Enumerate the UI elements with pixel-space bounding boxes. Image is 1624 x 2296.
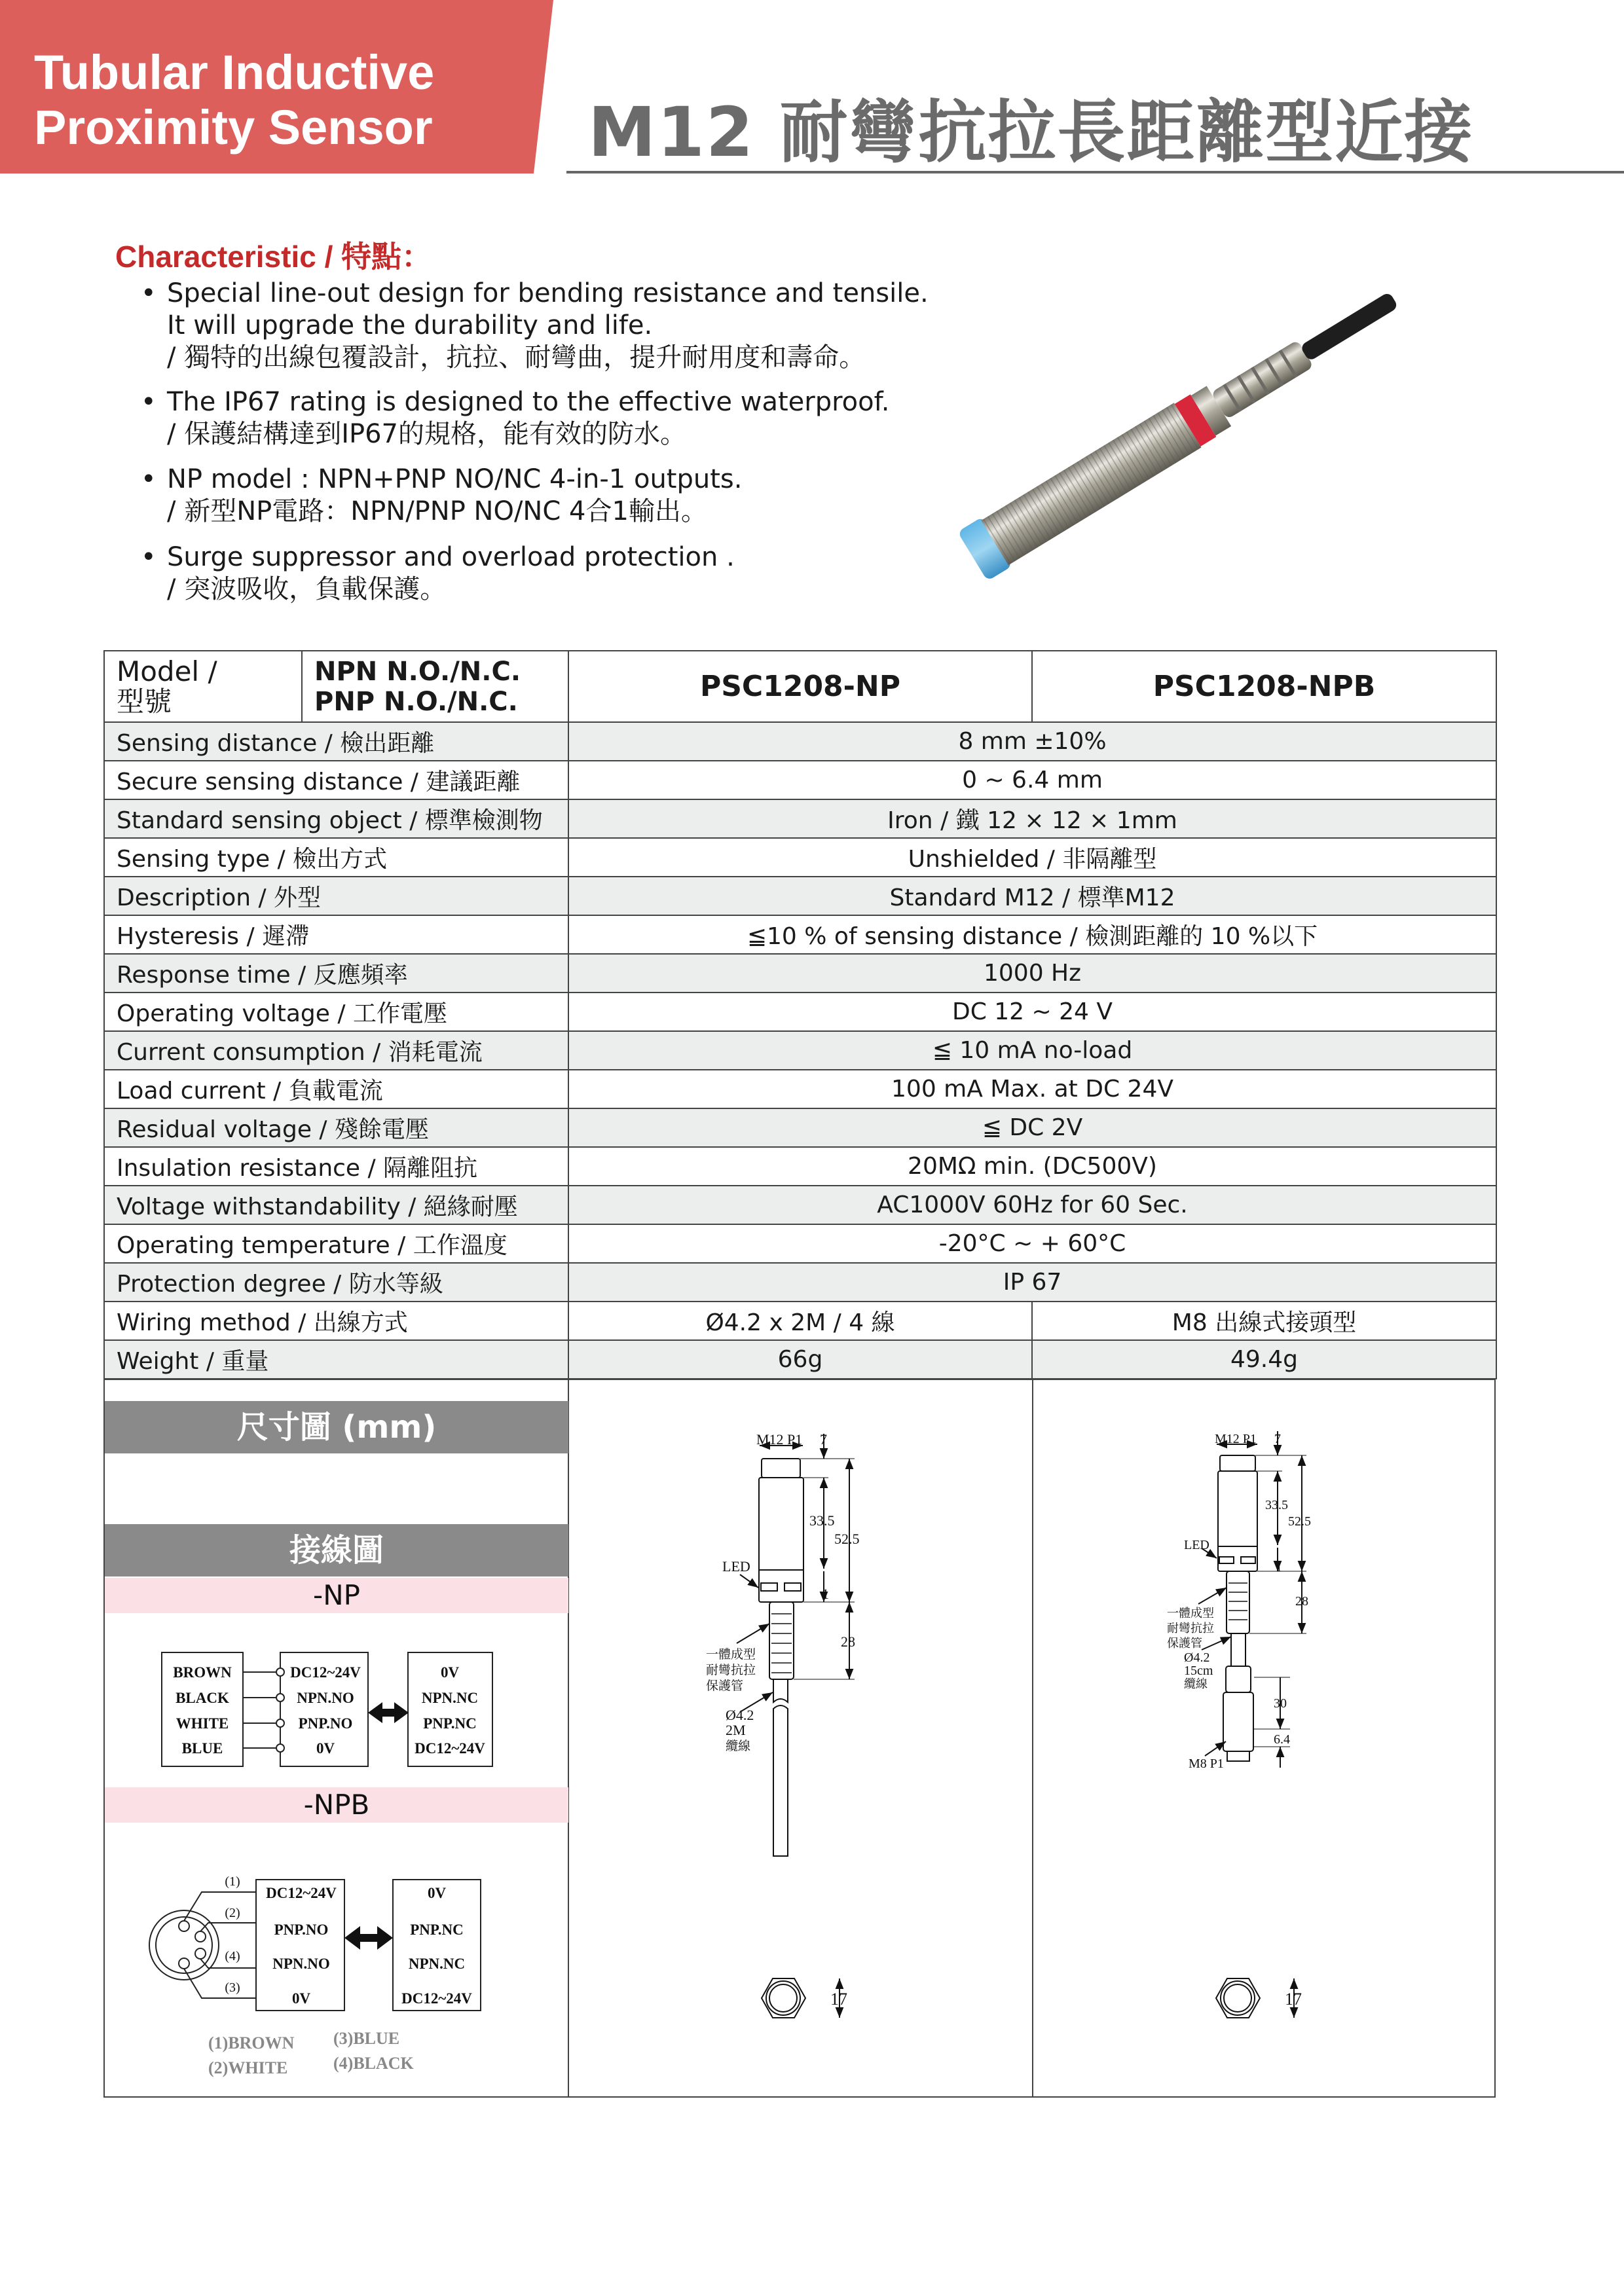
spec-label: Operating voltage / 工作電壓 (104, 993, 568, 1031)
pin-label: (2) (225, 1906, 240, 1920)
spec-label: Insulation resistance / 隔離阻抗 (104, 1147, 568, 1186)
npb-sleeve-label: 一體成型 (1167, 1607, 1214, 1620)
spec-row (104, 877, 1496, 915)
np-thread-label: M12 P1 (756, 1431, 803, 1448)
npb-alt: 0V (427, 1885, 447, 1901)
spec-row (104, 1070, 1496, 1108)
npb-alt: DC12~24V (401, 1990, 472, 2007)
npb-cable-label: 15cm (1184, 1664, 1213, 1678)
np-wire-blue: BLUE (181, 1740, 223, 1757)
output-line2: PNP N.O./N.C. (314, 686, 518, 717)
wiring-title: 接線圖 (105, 1524, 568, 1576)
spec-value-npb: M8 出線式接頭型 (1032, 1302, 1496, 1340)
np-wire-black: BLACK (175, 1690, 229, 1706)
spec-value: ≦10 % of sensing distance / 檢測距離的 10 %以下 (568, 915, 1496, 954)
en-title-line2: Proximity Sensor (34, 100, 433, 155)
legend-brown: (1)BROWN (208, 2033, 295, 2052)
npb-cable-label: Ø4.2 (1184, 1650, 1210, 1665)
spec-label: Weight / 重量 (104, 1340, 568, 1379)
np-term: PNP.NO (298, 1715, 353, 1732)
npb-hex-17: 17 (1285, 1990, 1302, 2009)
npb-dim-6-4: 6.4 (1274, 1732, 1290, 1747)
bullet-en: Surge suppressor and overload protection . (167, 542, 735, 572)
bullet-en: The IP67 rating is designed to the effective waterproof. (167, 387, 890, 417)
bullet-en: NP model : NPN+PNP NO/NC 4-in-1 outputs. (167, 464, 743, 494)
product-image (943, 282, 1401, 596)
npb-dim-33-5: 33.5 (1265, 1498, 1288, 1512)
model-label-zh: 型號 (117, 685, 172, 718)
spec-value-np: 66g (568, 1340, 1032, 1379)
npb-dim-7: 7 (1274, 1432, 1281, 1446)
bullet-3 (141, 464, 959, 528)
spec-table (103, 650, 1497, 1379)
spec-value: 100 mA Max. at DC 24V (568, 1070, 1496, 1108)
spec-value: Unshielded / 非隔離型 (568, 838, 1496, 877)
spec-row (104, 993, 1496, 1031)
npb-sleeve-label: 保護管 (1167, 1637, 1202, 1650)
np-cable-label: Ø4.2 (726, 1707, 754, 1723)
spec-row-wiring-row (104, 1302, 1496, 1340)
spec-label: Wiring method / 出線方式 (104, 1302, 568, 1340)
spec-row (104, 1186, 1496, 1224)
np-cable-label: 2M (726, 1722, 746, 1738)
spec-row-weight-row (104, 1340, 1496, 1379)
npb-dim-30: 30 (1274, 1696, 1287, 1711)
spec-value: 1000 Hz (568, 954, 1496, 993)
np-sleeve-label: 保護管 (706, 1679, 744, 1693)
spec-value: Standard M12 / 標準M12 (568, 877, 1496, 915)
spec-row (104, 915, 1496, 954)
spec-label: Sensing distance / 檢出距離 (104, 722, 568, 761)
spec-label: Voltage withstandability / 絕緣耐壓 (104, 1186, 568, 1224)
drawings-section (103, 1379, 1496, 2098)
spec-label: Standard sensing object / 標準檢測物 (104, 799, 568, 838)
npb-alt: NPN.NC (408, 1956, 466, 1972)
column-divider (568, 1380, 569, 2096)
legend-blue: (3)BLUE (333, 2029, 400, 2048)
spec-row (104, 1108, 1496, 1147)
np-dim-33-5: 33.5 (809, 1512, 835, 1529)
spec-label: Hysteresis / 遲滯 (104, 915, 568, 954)
spec-value: -20°C ~ + 60°C (568, 1224, 1496, 1263)
npb-led-label: LED (1184, 1538, 1209, 1552)
spec-row (104, 1031, 1496, 1070)
np-sleeve-label: 一體成型 (706, 1648, 756, 1662)
np-sleeve-label: 耐彎抗拉 (706, 1664, 756, 1677)
pin-label: (3) (225, 1980, 240, 1995)
model-npb: PSC1208-NPB (1032, 651, 1496, 722)
np-alt: 0V (440, 1664, 460, 1681)
spec-row (104, 722, 1496, 761)
spec-value: ≦ 10 mA no-load (568, 1031, 1496, 1070)
spec-label: Current consumption / 消耗電流 (104, 1031, 568, 1070)
legend-black: (4)BLACK (333, 2054, 414, 2073)
bullet-zh: / 突波吸收，負載保護。 (167, 574, 447, 604)
model-label: Model / (117, 655, 217, 687)
np-dim-52-5: 52.5 (834, 1531, 860, 1547)
npb-term: NPN.NO (272, 1956, 330, 1972)
spec-value: 0 ~ 6.4 mm (568, 761, 1496, 799)
spec-row (104, 1147, 1496, 1186)
npb-label: -NPB (105, 1787, 568, 1823)
np-cable-label: 纜線 (726, 1740, 751, 1753)
characteristic-title: Characteristic / 特點： (115, 240, 432, 274)
zh-title: M12 耐彎抗拉長距離型近接 (588, 92, 1474, 172)
spec-value: 8 mm ±10% (568, 722, 1496, 761)
np-alt: NPN.NC (421, 1690, 479, 1706)
spec-row (104, 1224, 1496, 1263)
spec-label: Secure sensing distance / 建議距離 (104, 761, 568, 799)
bullet-dot: • (141, 387, 157, 417)
spec-label: Response time / 反應頻率 (104, 954, 568, 993)
npb-term: PNP.NO (274, 1922, 329, 1938)
pin-label: (1) (225, 1874, 240, 1889)
bullet-1 (141, 278, 959, 374)
spec-label: Operating temperature / 工作溫度 (104, 1224, 568, 1263)
bullet-dot: • (141, 278, 157, 308)
np-led-label: LED (722, 1558, 750, 1575)
npb-dim-28: 28 (1295, 1594, 1308, 1609)
npb-alt: PNP.NC (410, 1922, 464, 1938)
np-term: NPN.NO (297, 1690, 354, 1706)
model-label-cell (104, 651, 302, 722)
bullet-en: Special line-out design for bending resistance and tensile. (167, 278, 929, 308)
spec-row (104, 838, 1496, 877)
npb-thread-label: M12 P1 (1215, 1432, 1257, 1446)
spec-label: Description / 外型 (104, 877, 568, 915)
bullet-zh: / 獨特的出線包覆設計，抗拉、耐彎曲，提升耐用度和壽命。 (167, 342, 866, 373)
np-dim-28: 28 (841, 1633, 855, 1650)
spec-value: AC1000V 60Hz for 60 Sec. (568, 1186, 1496, 1224)
npb-term: 0V (291, 1990, 311, 2007)
np-alt: DC12~24V (415, 1740, 485, 1757)
bullet-zh: / 保護結構達到IP67的規格，能有效的防水。 (167, 419, 687, 449)
bullet-dot: • (141, 542, 157, 572)
spec-value: IP 67 (568, 1263, 1496, 1302)
np-term: 0V (316, 1740, 335, 1757)
bullet-zh: / 新型NP電路：NPN/PNP NO/NC 4合1輸出。 (167, 496, 707, 526)
pin-label: (4) (225, 1949, 240, 1963)
spec-value-npb: 49.4g (1032, 1340, 1496, 1379)
spec-label: Protection degree / 防水等級 (104, 1263, 568, 1302)
np-hex-17: 17 (830, 1990, 847, 2009)
spec-value: ≦ DC 2V (568, 1108, 1496, 1147)
npb-m8-label: M8 P1 (1189, 1757, 1224, 1771)
table-header-row (104, 651, 1496, 722)
npb-dim-52-5: 52.5 (1288, 1514, 1311, 1529)
bullet-2 (141, 386, 959, 450)
column-divider (1032, 1380, 1033, 2096)
np-term: DC12~24V (290, 1664, 361, 1681)
npb-term: DC12~24V (266, 1885, 337, 1901)
spec-label: Residual voltage / 殘餘電壓 (104, 1108, 568, 1147)
output-line1: NPN N.O./N.C. (314, 656, 521, 687)
npb-dim-1: 1 (1276, 1560, 1282, 1575)
dimension-title: 尺寸圖 (mm) (105, 1401, 568, 1453)
spec-row (104, 761, 1496, 799)
output-type-cell (302, 651, 568, 722)
bullet-en2: It will upgrade the durability and life. (167, 310, 653, 340)
np-wire-white: WHITE (175, 1715, 229, 1732)
spec-row (104, 1263, 1496, 1302)
spec-value: DC 12 ~ 24 V (568, 993, 1496, 1031)
npb-sleeve-label: 耐彎抗拉 (1167, 1622, 1214, 1635)
np-label: -NP (105, 1578, 568, 1613)
bullet-dot: • (141, 464, 157, 494)
np-dim-7: 7 (820, 1431, 827, 1448)
np-dim-1: 1 (822, 1586, 829, 1602)
spec-row (104, 799, 1496, 838)
np-wire-brown: BROWN (173, 1664, 232, 1681)
spec-value: Iron / 鐵 12 × 12 × 1mm (568, 799, 1496, 838)
spec-row (104, 954, 1496, 993)
npb-cable-label: 纜線 (1184, 1677, 1208, 1690)
spec-label: Sensing type / 檢出方式 (104, 838, 568, 877)
spec-value: 20MΩ min. (DC500V) (568, 1147, 1496, 1186)
en-title-line1: Tubular Inductive (34, 45, 435, 100)
spec-label: Load current / 負載電流 (104, 1070, 568, 1108)
np-alt: PNP.NC (423, 1715, 477, 1732)
legend-white: (2)WHITE (208, 2058, 288, 2077)
spec-value-np: Ø4.2 x 2M / 4 線 (568, 1302, 1032, 1340)
bullet-4 (141, 541, 959, 606)
model-np: PSC1208-NP (568, 651, 1032, 722)
